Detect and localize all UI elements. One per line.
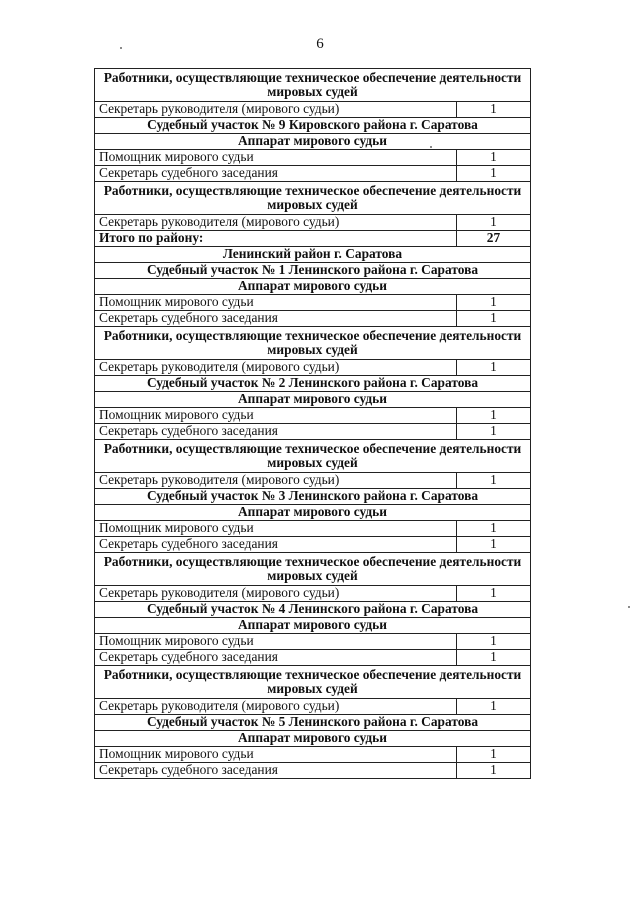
section-heading-row — [95, 376, 531, 392]
section-heading: Работники, осуществляющие техническое обеспечение деятельности мировых судей — [95, 440, 531, 473]
position-name: Секретарь судебного заседания — [95, 166, 457, 182]
section-heading-row — [95, 134, 531, 150]
section-heading-row — [95, 247, 531, 263]
position-row — [95, 537, 531, 553]
position-name: Секретарь судебного заседания — [95, 424, 457, 440]
position-row — [95, 747, 531, 763]
position-row — [95, 295, 531, 311]
position-row — [95, 586, 531, 602]
section-heading: Ленинский район г. Саратова — [95, 247, 531, 263]
section-heading: Аппарат мирового судьи — [95, 279, 531, 295]
total-label: Итого по району: — [95, 231, 457, 247]
position-row — [95, 763, 531, 779]
section-heading-row — [95, 327, 531, 360]
section-heading-row — [95, 505, 531, 521]
section-heading-row — [95, 618, 531, 634]
position-count: 1 — [457, 473, 531, 489]
section-heading: Аппарат мирового судьи — [95, 731, 531, 747]
section-heading: Судебный участок № 3 Ленинского района г. Саратова — [95, 489, 531, 505]
position-count: 1 — [457, 102, 531, 118]
position-row — [95, 424, 531, 440]
section-heading: Работники, осуществляющие техническое обеспечение деятельности мировых судей — [95, 327, 531, 360]
page-number: 6 — [316, 36, 324, 52]
position-name: Помощник мирового судьи — [95, 521, 457, 537]
section-heading-row — [95, 440, 531, 473]
section-heading: Аппарат мирового судьи — [95, 134, 531, 150]
section-heading: Аппарат мирового судьи — [95, 505, 531, 521]
section-heading-row — [95, 553, 531, 586]
position-name: Помощник мирового судьи — [95, 295, 457, 311]
position-row — [95, 215, 531, 231]
position-count: 1 — [457, 521, 531, 537]
total-count: 27 — [457, 231, 531, 247]
section-heading-row — [95, 666, 531, 699]
section-heading-row — [95, 118, 531, 134]
position-count: 1 — [457, 537, 531, 553]
section-heading-row — [95, 69, 531, 102]
section-heading: Работники, осуществляющие техническое обеспечение деятельности мировых судей — [95, 182, 531, 215]
position-count: 1 — [457, 311, 531, 327]
position-row — [95, 699, 531, 715]
position-name: Помощник мирового судьи — [95, 150, 457, 166]
position-name: Секретарь судебного заседания — [95, 537, 457, 553]
position-count: 1 — [457, 408, 531, 424]
section-heading: Аппарат мирового судьи — [95, 392, 531, 408]
position-row — [95, 408, 531, 424]
section-heading: Судебный участок № 9 Кировского района г. Саратова — [95, 118, 531, 134]
position-count: 1 — [457, 150, 531, 166]
section-heading: Судебный участок № 1 Ленинского района г. Саратова — [95, 263, 531, 279]
position-count: 1 — [457, 166, 531, 182]
position-count: 1 — [457, 424, 531, 440]
position-name: Помощник мирового судьи — [95, 747, 457, 763]
position-count: 1 — [457, 295, 531, 311]
section-heading-row — [95, 731, 531, 747]
position-row — [95, 650, 531, 666]
position-name: Секретарь руководителя (мирового судьи) — [95, 360, 457, 376]
section-heading-row — [95, 263, 531, 279]
position-count: 1 — [457, 586, 531, 602]
position-name: Помощник мирового судьи — [95, 634, 457, 650]
position-row — [95, 150, 531, 166]
section-heading: Аппарат мирового судьи — [95, 618, 531, 634]
position-row — [95, 360, 531, 376]
position-row — [95, 166, 531, 182]
staff-table-body — [95, 69, 531, 779]
position-row — [95, 473, 531, 489]
section-heading-row — [95, 489, 531, 505]
position-name: Помощник мирового судьи — [95, 408, 457, 424]
staff-table — [94, 68, 531, 779]
position-name: Секретарь руководителя (мирового судьи) — [95, 473, 457, 489]
position-count: 1 — [457, 634, 531, 650]
position-count: 1 — [457, 747, 531, 763]
scan-speck — [628, 606, 630, 608]
section-heading-row — [95, 182, 531, 215]
position-row — [95, 634, 531, 650]
section-heading: Работники, осуществляющие техническое обеспечение деятельности мировых судей — [95, 69, 531, 102]
section-heading-row — [95, 715, 531, 731]
section-heading: Работники, осуществляющие техническое обеспечение деятельности мировых судей — [95, 666, 531, 699]
position-name: Секретарь руководителя (мирового судьи) — [95, 102, 457, 118]
position-name: Секретарь судебного заседания — [95, 311, 457, 327]
section-heading: Судебный участок № 5 Ленинского района г. Саратова — [95, 715, 531, 731]
position-name: Секретарь руководителя (мирового судьи) — [95, 586, 457, 602]
position-row — [95, 102, 531, 118]
scan-speck — [430, 146, 432, 148]
position-count: 1 — [457, 360, 531, 376]
position-count: 1 — [457, 215, 531, 231]
scan-speck — [120, 47, 122, 49]
position-name: Секретарь судебного заседания — [95, 650, 457, 666]
section-heading-row — [95, 279, 531, 295]
position-name: Секретарь судебного заседания — [95, 763, 457, 779]
section-heading: Судебный участок № 2 Ленинского района г. Саратова — [95, 376, 531, 392]
total-row — [95, 231, 531, 247]
section-heading-row — [95, 602, 531, 618]
position-row — [95, 311, 531, 327]
section-heading: Работники, осуществляющие техническое обеспечение деятельности мировых судей — [95, 553, 531, 586]
position-name: Секретарь руководителя (мирового судьи) — [95, 699, 457, 715]
position-count: 1 — [457, 650, 531, 666]
position-count: 1 — [457, 763, 531, 779]
position-name: Секретарь руководителя (мирового судьи) — [95, 215, 457, 231]
section-heading: Судебный участок № 4 Ленинского района г. Саратова — [95, 602, 531, 618]
position-count: 1 — [457, 699, 531, 715]
position-row — [95, 521, 531, 537]
section-heading-row — [95, 392, 531, 408]
